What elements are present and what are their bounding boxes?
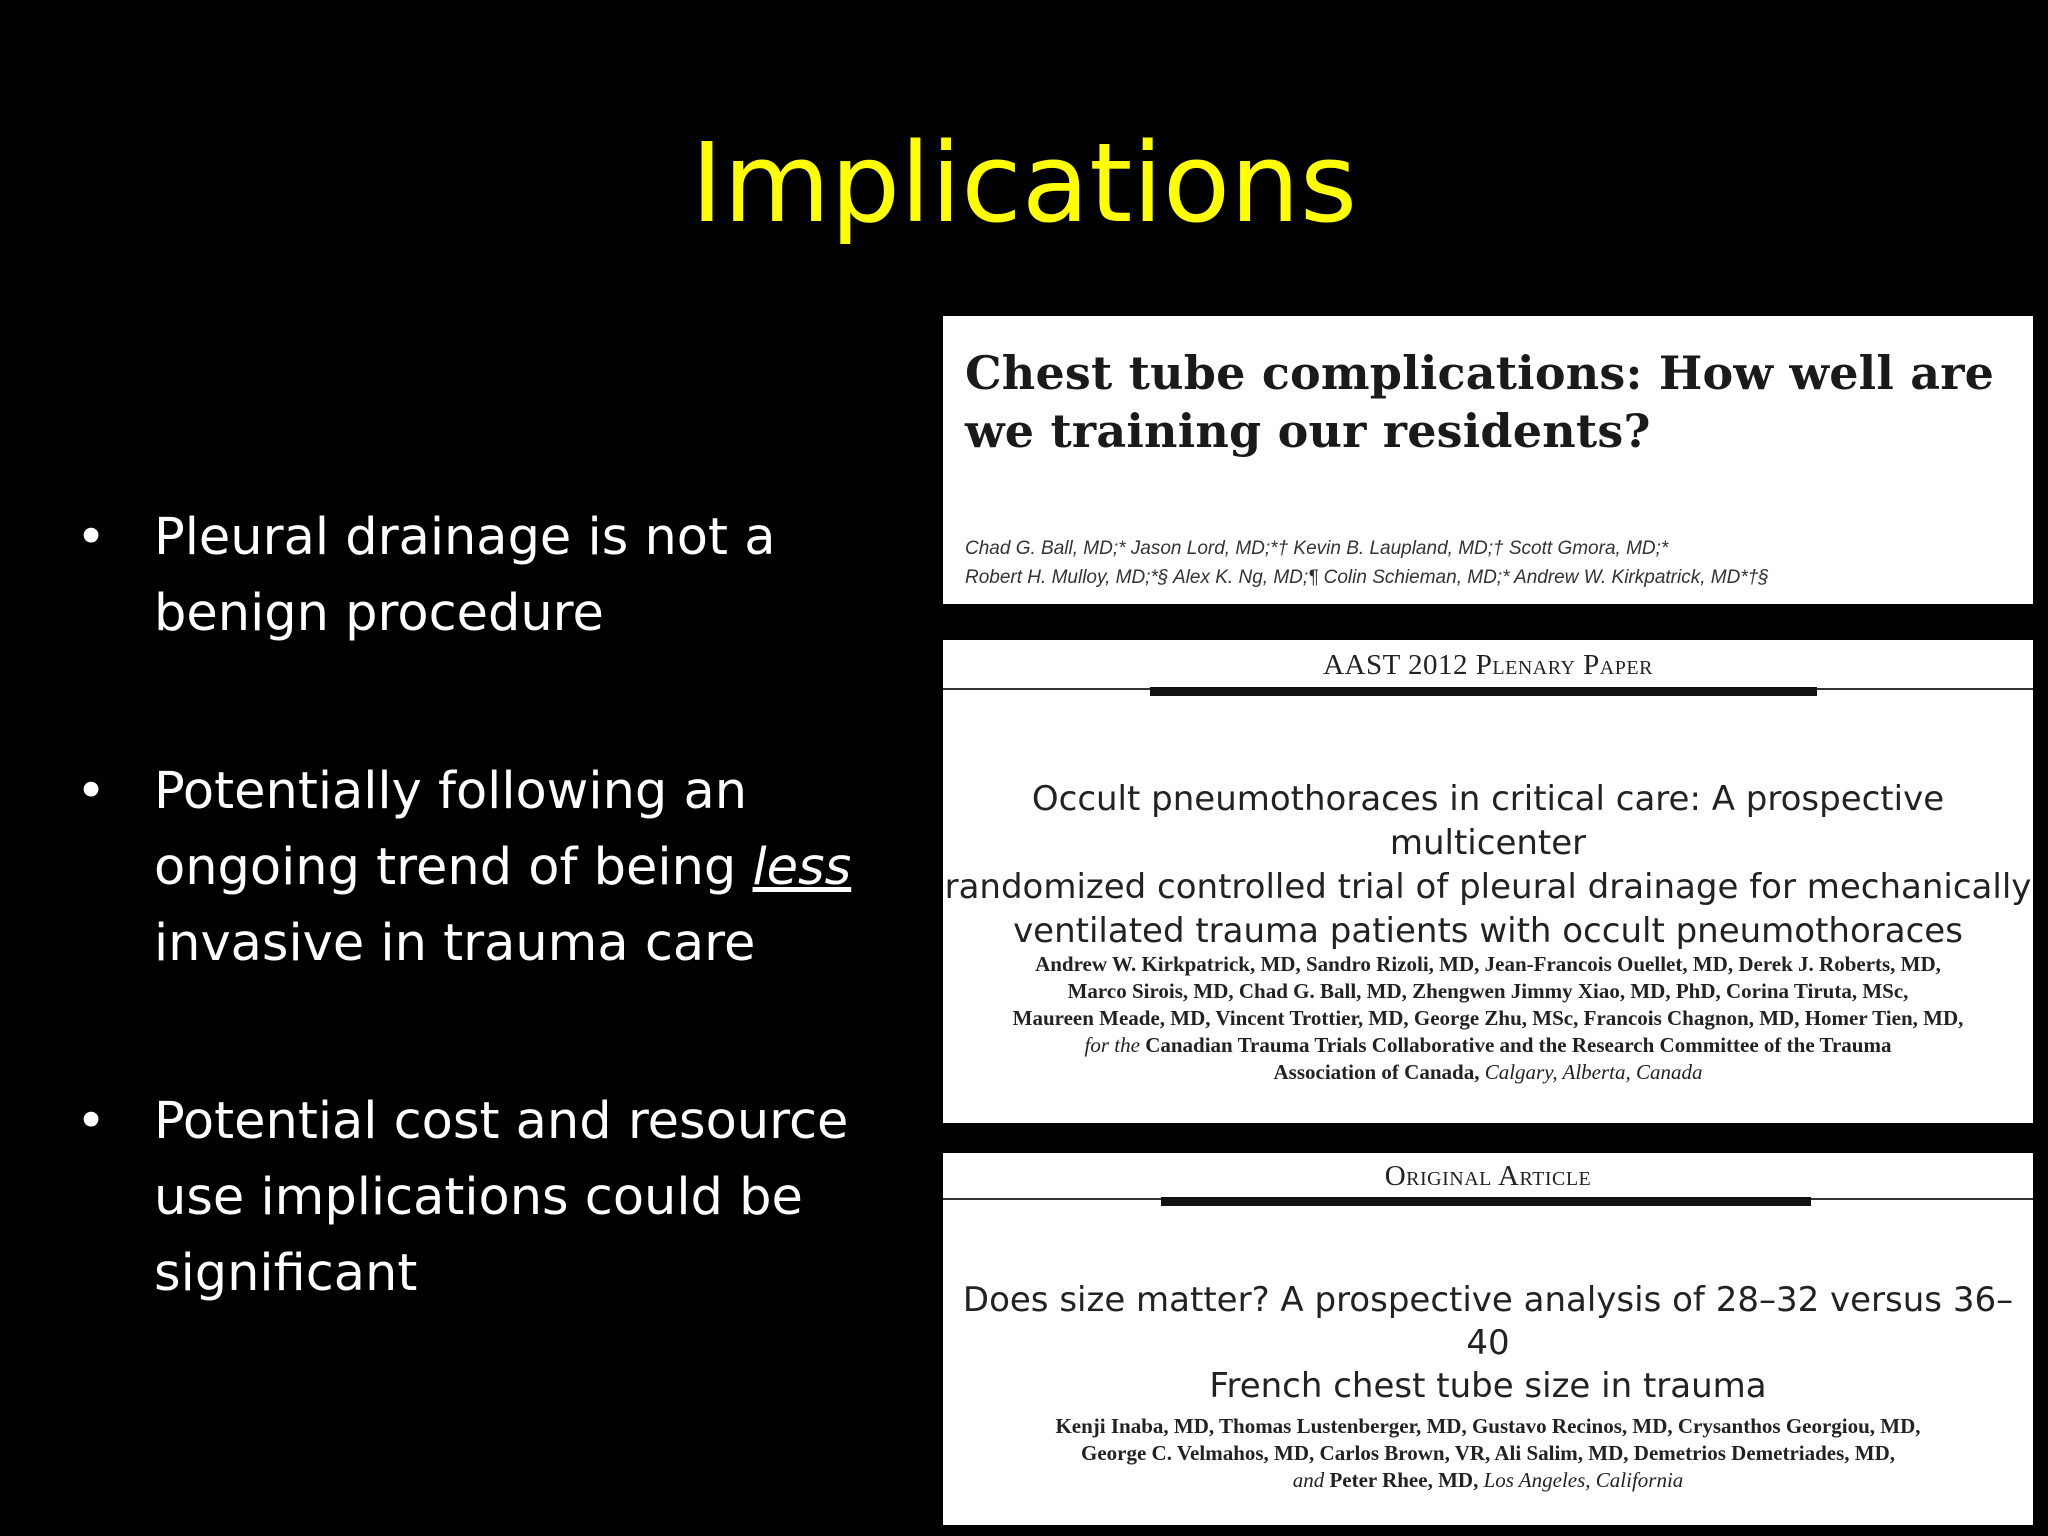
header-bar: [1161, 1197, 1811, 1206]
paper-title-line: French chest tube size in trauma: [1209, 1366, 1767, 1406]
paper-title-line: Does size matter? A prospective analysis of 28–32 versus 36–40: [962, 1280, 2014, 1363]
section-heading: Original Article: [1384, 1160, 1592, 1192]
paper-authors-line: Maureen Meade, MD, Vincent Trottier, MD, George Zhu, MSc, Francois Chagnon, MD, Homer Tien, MD,: [1012, 1006, 1964, 1030]
bullet-text: Potential cost and resource use implications could be significant: [154, 1092, 849, 1303]
paper-authors: [943, 951, 2033, 1086]
section-heading: AAST 2012 Plenary Paper: [1323, 649, 1653, 681]
paper-title: [943, 777, 2033, 953]
bullet-item: [70, 754, 870, 982]
paper-authors-text: Canadian Trauma Trials Collaborative and the Research Committee of the Trauma: [1139, 1033, 1892, 1057]
paper-title-line: randomized controlled trial of pleural drainage for mechanically: [944, 867, 2032, 907]
paper-clipping-chest-tube-size: [943, 1153, 2033, 1525]
paper-authors-line: Andrew W. Kirkpatrick, MD, Sandro Rizoli, MD, Jean-Francois Ouellet, MD, Derek J. Roberts, MD,: [1035, 952, 1941, 976]
paper-title: [943, 1279, 2033, 1408]
paper-authors: [943, 1413, 2033, 1494]
paper-authors-line: Robert H. Mulloy, MD;*§ Alex K. Ng, MD;¶ Colin Schieman, MD;* Andrew W. Kirkpatrick, MD*†§: [965, 567, 1769, 588]
paper-authors-text: Association of Canada,: [1273, 1060, 1485, 1084]
bullet-text: Pleural drainage is not a benign procedure: [154, 508, 776, 643]
paper-authors-italic: Los Angeles, California: [1483, 1468, 1684, 1492]
paper-authors-line: Kenji Inaba, MD, Thomas Lustenberger, MD, Gustavo Recinos, MD, Crysanthos Georgiou, MD,: [1055, 1414, 1921, 1438]
paper-authors-line: [943, 1467, 2033, 1494]
paper-authors-line: [943, 1032, 2033, 1059]
paper-clipping-occult-pneumothoraces: [943, 640, 2033, 1123]
bullet-emphasis: less: [752, 838, 852, 897]
bullet-item: [70, 1084, 870, 1312]
paper-authors-line: Chad G. Ball, MD;* Jason Lord, MD;*† Kevin B. Laupland, MD;† Scott Gmora, MD;*: [965, 538, 1669, 559]
slide-title: Implications: [690, 119, 1358, 247]
paper-authors-line: Marco Sirois, MD, Chad G. Ball, MD, Zhengwen Jimmy Xiao, MD, PhD, Corina Tiruta, MSc,: [1067, 979, 1909, 1003]
paper-clipping-chest-tube-complications: [943, 316, 2033, 604]
paper-authors-italic: for the: [1084, 1033, 1140, 1057]
header-bar: [1150, 687, 1817, 696]
paper-title-line: Occult pneumothoraces in critical care: A prospective multicenter: [1031, 779, 1945, 863]
paper-authors-text: Peter Rhee, MD,: [1324, 1468, 1484, 1492]
paper-authors-line: [943, 1059, 2033, 1086]
paper-title: Chest tube complications: How well are we training our residents?: [965, 346, 1995, 458]
paper-authors-italic: and: [1292, 1468, 1325, 1492]
bullet-list: [70, 500, 870, 1312]
paper-authors-line: George C. Velmahos, MD, Carlos Brown, VR, Ali Salim, MD, Demetrios Demetriades, MD,: [1080, 1441, 1896, 1465]
bullet-text: Potentially following an ongoing trend of being: [154, 762, 753, 897]
paper-title-line: ventilated trauma patients with occult pneumothoraces: [1013, 911, 1963, 951]
paper-authors-italic: Calgary, Alberta, Canada: [1484, 1060, 1703, 1084]
paper-authors: [965, 534, 2025, 592]
bullet-item: [70, 500, 870, 652]
bullet-text: invasive in trauma care: [154, 914, 756, 973]
